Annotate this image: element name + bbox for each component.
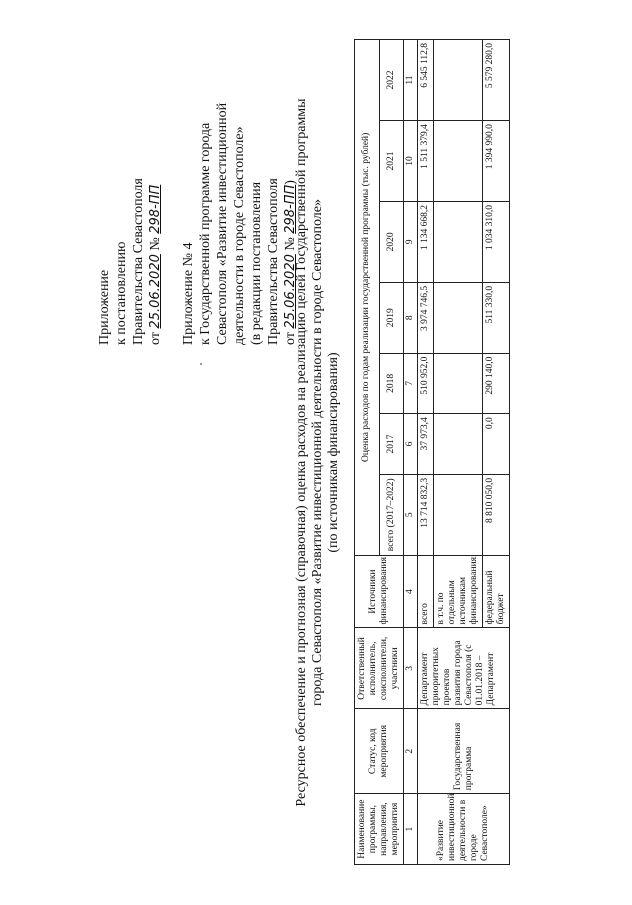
value-cell: 511 330,0 <box>483 282 510 353</box>
header-year: 2018 <box>379 353 404 414</box>
number-sign: № <box>148 237 163 251</box>
appendix-1-line: Приложение <box>97 269 112 345</box>
column-number: 7 <box>404 353 418 414</box>
handwritten-number: 298-ПП <box>148 184 163 234</box>
appendix-4-line: Приложение № 4 <box>181 242 196 345</box>
responsible-cell: Департамент приоритетных проектов развития города Севастополя (с 01.01.2018 – Департамент <box>418 628 510 709</box>
table-row <box>418 40 434 865</box>
value-cell: 0,0 <box>483 414 510 475</box>
value-cell: 510 952,0 <box>418 353 434 414</box>
header-total: всего (2017–2022) <box>379 474 404 555</box>
appendix-header <box>96 103 315 345</box>
column-number-row <box>404 40 418 865</box>
appendix-1 <box>96 103 164 345</box>
column-number: 1 <box>404 794 418 865</box>
header-status: Статус, код мероприятия <box>355 709 404 794</box>
appendix-4-line: Правительства Севастополя <box>266 178 281 345</box>
from-label: от <box>148 332 163 345</box>
appendix-4-line: к Государственной программе города <box>198 122 213 345</box>
header-year: 2019 <box>379 282 404 353</box>
column-number: 11 <box>404 40 418 121</box>
number-sign: № <box>283 237 298 251</box>
value-cell: 13 714 832,3 <box>418 474 434 555</box>
column-number: 6 <box>404 414 418 475</box>
column-number: 8 <box>404 282 418 353</box>
value-cell: 290 140,0 <box>483 353 510 414</box>
appendix-1-line: Правительства Севастополя <box>131 178 146 345</box>
header-estimate: Оценка расходов по годам реализации государственной программы (тыс. рублей) <box>355 40 380 556</box>
column-number: 2 <box>404 709 418 794</box>
from-label: от <box>283 332 298 345</box>
scan-speck <box>200 363 202 365</box>
source-cell: всего <box>418 555 434 628</box>
column-number: 9 <box>404 201 418 282</box>
value-cell: 1 511 379,4 <box>418 121 434 202</box>
appendix-1-date-line <box>147 103 164 345</box>
column-number: 10 <box>404 121 418 202</box>
title-line: города Севастополя «Развитие инвестиционной деятельности в городе Севастополе» <box>310 199 325 706</box>
header-responsible: Ответственный исполнитель, соисполнители, участники <box>355 628 404 709</box>
value-cell: 1 394 990,0 <box>483 121 510 202</box>
value-cell: 5 579 280,0 <box>483 40 510 121</box>
value-cell: 1 034 310,0 <box>483 201 510 282</box>
value-cell: 8 810 050,0 <box>483 474 510 555</box>
value-cell: 37 973,4 <box>418 414 434 475</box>
column-number: 5 <box>404 474 418 555</box>
header-name: Наименование программы, направления, мероприятия <box>355 794 404 865</box>
appendix-4-line: (в редакции постановления <box>249 181 264 345</box>
value-cell: 1 134 668,2 <box>418 201 434 282</box>
header-year: 2021 <box>379 121 404 202</box>
source-cell: в т.ч. по отдельным источникам финансирования: <box>434 555 483 628</box>
title-line: Ресурсное обеспечение и прогнозная (справочная) оценка расходов на реализацию целей Государственной программы <box>294 98 309 807</box>
handwritten-date: 25.06.2020 <box>148 254 163 329</box>
appendix-1-line: к постановлению <box>114 241 129 345</box>
header-year: 2017 <box>379 414 404 475</box>
resource-table <box>354 39 510 865</box>
document-title <box>294 0 342 905</box>
appendix-4 <box>180 103 299 345</box>
appendix-4-line: деятельности в городе Севастополе» <box>232 126 247 345</box>
column-number: 3 <box>404 628 418 709</box>
title-line: (по источникам финансирования) <box>326 352 341 553</box>
handwritten-date: 25.06.2020 <box>283 254 298 329</box>
appendix-4-line: Севастополя «Развитие инвестиционной <box>215 102 230 345</box>
value-cell: 6 545 112,8 <box>418 40 434 121</box>
program-name-cell: «Развитие инвестиционной деятельности в городе Севастополе» <box>418 794 510 865</box>
header-source: Источники финансирования <box>355 555 404 628</box>
value-cell: 3 974 746,5 <box>418 282 434 353</box>
header-year: 2020 <box>379 201 404 282</box>
header-year: 2022 <box>379 40 404 121</box>
header-row <box>355 40 380 865</box>
closing-paren: ) <box>283 180 298 185</box>
source-cell: федеральный бюджет <box>483 555 510 628</box>
column-number: 4 <box>404 555 418 628</box>
handwritten-number: 298-ПП <box>283 184 298 234</box>
program-status-cell: Государственная программа <box>418 709 510 794</box>
